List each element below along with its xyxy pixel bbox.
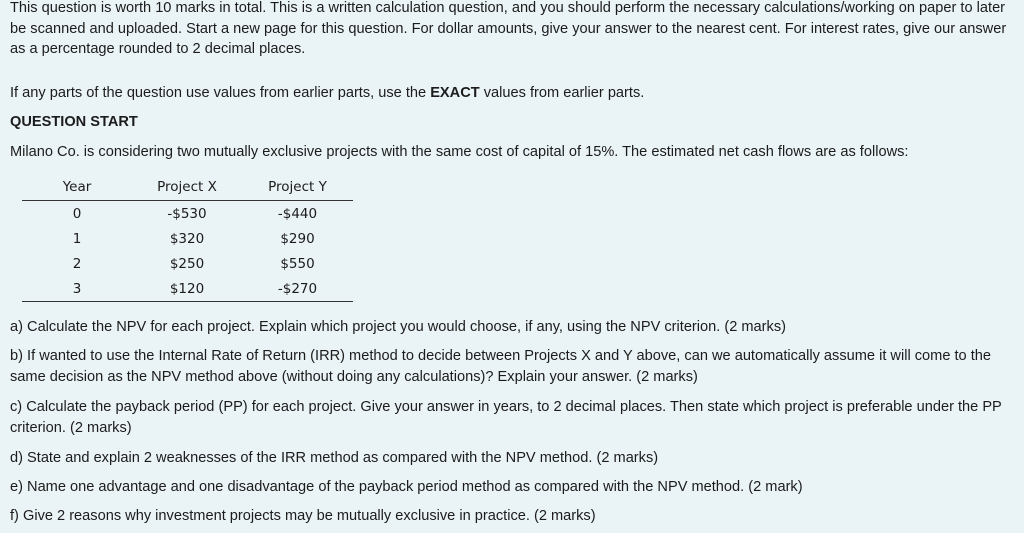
cell-project-y: $550 <box>280 255 315 272</box>
cell-year: 1 <box>72 230 82 247</box>
part-f: f) Give 2 reasons why investment projects may be mutually exclusive in practice. (2 marks) <box>10 508 596 524</box>
part-d: d) State and explain 2 weaknesses of the IRR method as compared with the NPV method. (2 marks) <box>10 450 659 466</box>
table-header-row <box>22 173 353 201</box>
cell-project-y: $290 <box>280 230 315 247</box>
exact-note-emphasis: EXACT <box>430 85 480 101</box>
table-row <box>22 226 353 251</box>
table-row <box>22 251 353 276</box>
header-project-x: Project X <box>132 173 242 201</box>
cell-project-x: $320 <box>169 230 205 247</box>
scenario-paragraph: Milano Co. is considering two mutually exclusive projects with the same cost of capital of 15%. The estimated net cash flows are as follows: <box>10 144 909 160</box>
instructions-paragraph: This question is worth 10 marks in total. This is a written calculation question, and you should perform the necessary calculations/working on paper to later be scanned and uploaded. Start a new page for this question. For dollar amounts, give your answer to the nearest cent. For interest rates, give our answer as a percentage rounded to 2 decimal places. <box>10 0 1007 57</box>
cell-year: 2 <box>72 255 82 272</box>
part-b: b) If wanted to use the Internal Rate of Return (IRR) method to decide between Projects X and Y above, can we automatically assume it will come to the same decision as the NPV method above (without doing any calculations)? Explain your answer. (2 marks) <box>10 348 992 385</box>
question-start-heading: QUESTION START <box>10 114 138 130</box>
header-project-y: Project Y <box>242 173 353 201</box>
exact-note-after: values from earlier parts. <box>479 85 645 101</box>
table-row <box>22 201 353 227</box>
cell-year: 0 <box>72 205 82 222</box>
header-year: Year <box>22 173 132 201</box>
exact-note-before: If any parts of the question use values from earlier parts, use the <box>10 85 431 101</box>
part-a: a) Calculate the NPV for each project. Explain which project you would choose, if any, using the NPV criterion. (2 marks) <box>10 319 786 335</box>
cell-year: 3 <box>22 276 132 302</box>
cell-project-y: -$270 <box>242 276 353 302</box>
table-row <box>22 276 353 302</box>
exact-values-note <box>10 83 1015 104</box>
part-e: e) Name one advantage and one disadvantage of the payback period method as compared with the NPV method. (2 mark) <box>10 479 803 495</box>
cash-flow-table <box>22 173 353 302</box>
cell-project-x: -$530 <box>167 205 207 222</box>
cell-project-x: $250 <box>169 255 205 272</box>
cell-project-y: -$440 <box>277 205 318 222</box>
cell-project-x: $120 <box>132 276 242 302</box>
part-c: c) Calculate the payback period (PP) for each project. Give your answer in years, to 2 decimal places. Then state which project is preferable under the PP criterion. (2 marks) <box>10 399 1002 436</box>
